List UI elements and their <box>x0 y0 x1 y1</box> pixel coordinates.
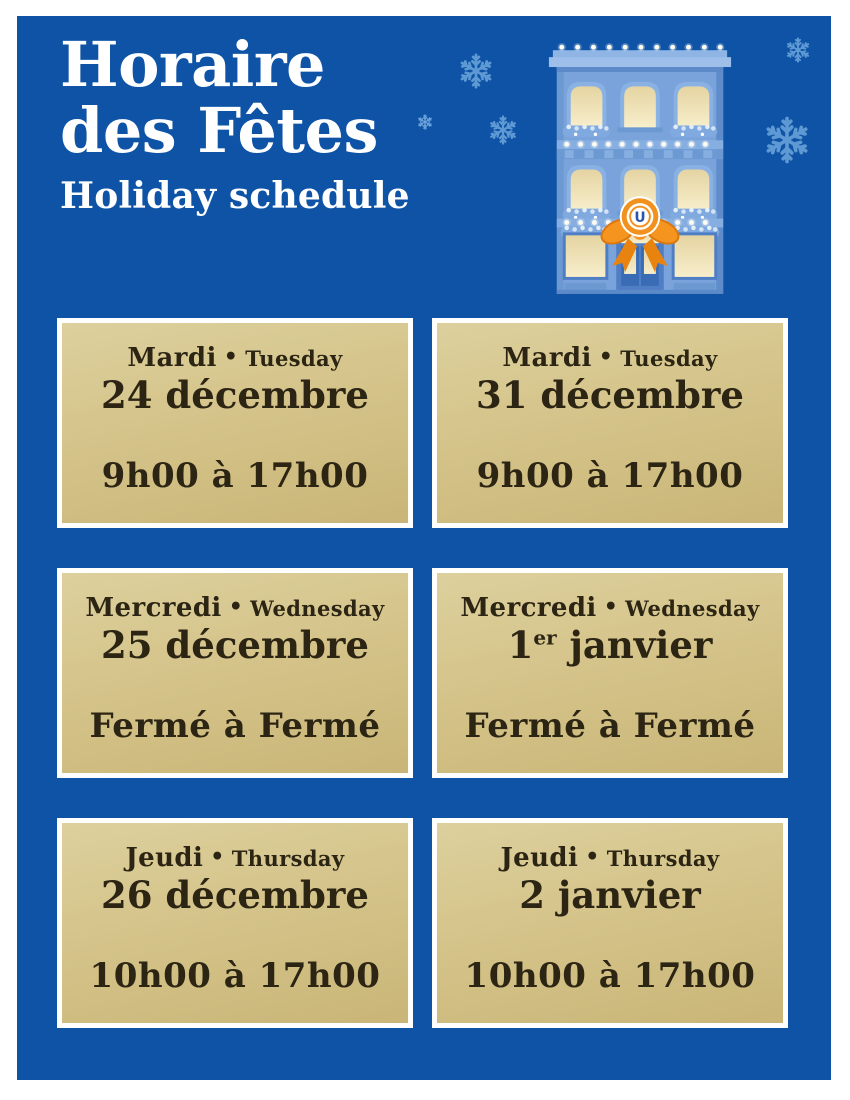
card-hours: 10h00 à 17h00 <box>464 956 756 996</box>
building-roof <box>549 43 731 72</box>
snowflake-icon <box>488 115 518 145</box>
card-date-main: 24 décembre <box>101 372 369 417</box>
schedule-card-jan-2 <box>432 818 788 1028</box>
title-block <box>60 28 410 218</box>
bullet-separator: • <box>598 344 614 370</box>
card-hours: Fermé à Fermé <box>464 706 756 746</box>
card-day-fr: Mardi <box>502 343 592 373</box>
card-day-fr: Mardi <box>127 343 217 373</box>
bullet-separator: • <box>603 594 619 620</box>
snowflake-icon <box>417 114 433 130</box>
card-day-en: Thursday <box>231 846 345 871</box>
mid-ledge <box>557 140 723 159</box>
card-date <box>507 622 713 667</box>
storefront-illustration <box>541 42 739 298</box>
card-date-sup: er <box>533 625 557 650</box>
card-day-fr: Jeudi <box>500 843 579 873</box>
upper-floor-windows <box>563 82 717 137</box>
snowflake-icon <box>763 116 811 164</box>
page-subtitle: Holiday schedule <box>60 175 410 218</box>
card-day-line <box>85 594 384 623</box>
card-date <box>101 372 369 417</box>
card-date <box>519 872 701 917</box>
card-day-en: Tuesday <box>245 346 343 371</box>
store-logo-letter: U <box>634 209 646 226</box>
card-day-fr: Jeudi <box>125 843 204 873</box>
card-hours: 9h00 à 17h00 <box>476 456 744 496</box>
card-date-main: 26 décembre <box>101 872 369 917</box>
bullet-separator: • <box>585 844 600 870</box>
card-date-main: 2 janvier <box>519 872 701 917</box>
card-hours: 10h00 à 17h00 <box>89 956 381 996</box>
card-day-line <box>127 344 342 373</box>
card-day-line <box>460 594 759 623</box>
title-line-2: des Fêtes <box>60 93 378 167</box>
bullet-separator: • <box>228 594 244 620</box>
card-date-tail: janvier <box>556 622 713 667</box>
card-date <box>476 372 744 417</box>
card-day-en: Wednesday <box>625 596 760 621</box>
bullet-separator: • <box>223 344 239 370</box>
card-date-main: 31 décembre <box>476 372 744 417</box>
card-day-line <box>502 344 717 373</box>
card-day-line <box>125 844 344 873</box>
schedule-card-dec-24 <box>57 318 413 528</box>
page-title <box>60 28 410 167</box>
snowflake-icon <box>785 37 811 63</box>
schedule-card-dec-25 <box>57 568 413 778</box>
card-day-fr: Mercredi <box>460 593 597 623</box>
schedule-card-dec-31 <box>432 318 788 528</box>
card-date <box>101 872 369 917</box>
card-hours: Fermé à Fermé <box>89 706 381 746</box>
card-day-line <box>500 844 719 873</box>
card-hours: 9h00 à 17h00 <box>101 456 369 496</box>
card-day-en: Wednesday <box>250 596 385 621</box>
store-logo-badge <box>620 196 661 237</box>
bullet-separator: • <box>210 844 225 870</box>
card-day-fr: Mercredi <box>85 593 222 623</box>
schedule-card-jan-1 <box>432 568 788 778</box>
schedule-card-dec-26 <box>57 818 413 1028</box>
schedule-cards-grid <box>57 318 788 1028</box>
snowflake-icon <box>458 53 494 89</box>
card-date-main: 1 <box>507 622 534 667</box>
title-line-1: Horaire <box>60 28 325 101</box>
card-day-en: Tuesday <box>620 346 718 371</box>
card-date <box>101 622 369 667</box>
card-day-en: Thursday <box>606 846 720 871</box>
holiday-schedule-poster <box>17 16 831 1080</box>
card-date-main: 25 décembre <box>101 622 369 667</box>
